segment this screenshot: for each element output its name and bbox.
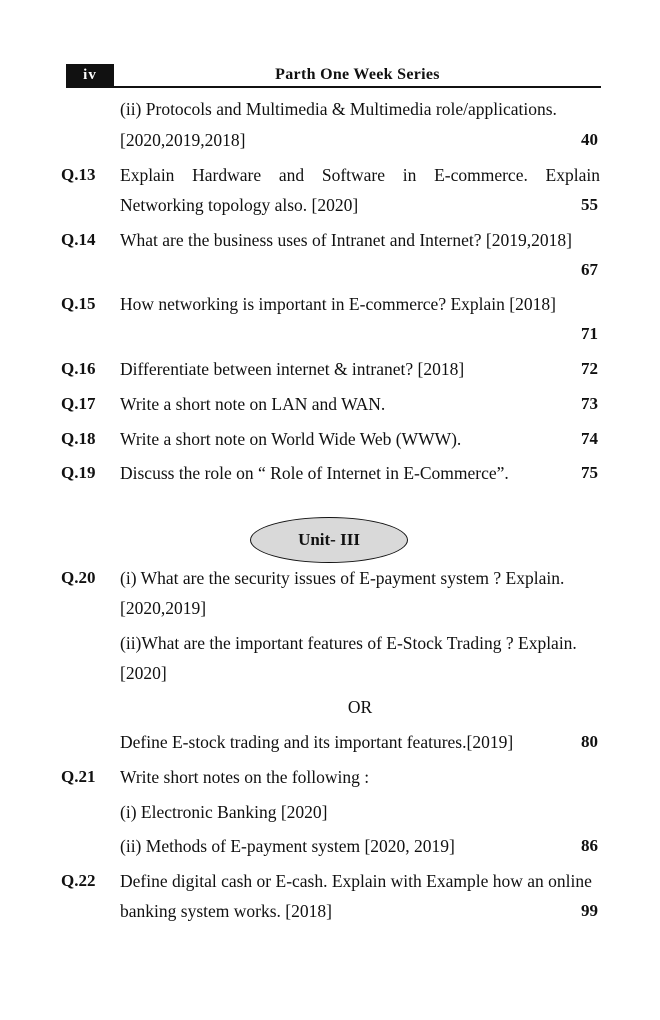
toc-entry-line [0, 898, 660, 924]
toc-entry-line [0, 127, 660, 153]
entry-text: Explain Hardware and Software in E-commerce. Explain [120, 165, 600, 185]
toc-entry-line [0, 96, 660, 122]
toc-entry-line [0, 868, 660, 894]
toc-entry-line [0, 799, 660, 825]
question-number: Q.18 [61, 429, 96, 448]
toc-entry-line [0, 162, 660, 188]
entry-text: Write short notes on the following : [120, 767, 370, 787]
page-ref: 73 [581, 394, 598, 413]
question-number: Q.13 [61, 165, 96, 184]
question-number: Q.19 [61, 463, 96, 482]
entry-text: Networking topology also. [2020] [120, 195, 359, 215]
entry-text: Discuss the role on “ Role of Internet in E-Commerce”. [120, 463, 509, 483]
entry-text: [2020,2019] [120, 598, 207, 618]
page-ref: 55 [581, 195, 598, 214]
page-ref: 80 [581, 732, 598, 751]
entry-text: How networking is important in E-commerce? Explain [2018] [120, 294, 556, 314]
entry-text: Define E-stock trading and its important features.[2019] [120, 732, 514, 752]
or-separator: OR [347, 697, 373, 717]
toc-entry-line [0, 565, 660, 591]
toc-entry-line [0, 192, 660, 218]
question-number: Q.14 [61, 230, 96, 249]
question-number: Q.22 [61, 871, 96, 890]
toc-entry-line [0, 764, 660, 790]
entry-text: (i) Electronic Banking [2020] [120, 802, 328, 822]
toc-entry-line [0, 426, 660, 452]
entry-text: (ii)What are the important features of E-Stock Trading ? Explain. [120, 633, 577, 653]
entry-text: [2020,2019,2018] [120, 130, 246, 150]
toc-entry-line [0, 833, 660, 859]
toc-entry-line [0, 356, 660, 382]
toc-entry-line [0, 291, 660, 317]
entry-text: What are the business uses of Intranet and Internet? [2019,2018] [120, 230, 572, 250]
question-number: Q.16 [61, 359, 96, 378]
toc-entry-line [0, 729, 660, 755]
entry-text: Write a short note on World Wide Web (WWW). [120, 429, 462, 449]
entry-text: (ii) Methods of E-payment system [2020, 2019] [120, 836, 455, 856]
page-ref: 86 [581, 836, 598, 855]
entry-text: (ii) Protocols and Multimedia & Multimedia role/applications. [120, 99, 557, 119]
page-number-badge: iv [66, 64, 114, 86]
page-ref: 99 [581, 901, 598, 920]
page-ref: 72 [581, 359, 598, 378]
toc-entry-line [0, 694, 660, 720]
page-ref: 74 [581, 429, 598, 448]
question-number: Q.20 [61, 568, 96, 587]
toc-entry-line [0, 257, 660, 283]
entry-text: banking system works. [2018] [120, 901, 332, 921]
page-ref: 75 [581, 463, 598, 482]
toc-entry-line [0, 227, 660, 253]
toc-entry-line [0, 595, 660, 621]
toc-entry-line [0, 660, 660, 686]
entry-text: Differentiate between internet & intranet? [2018] [120, 359, 465, 379]
page-ref: 40 [581, 130, 598, 149]
unit-heading-badge: Unit- III [250, 517, 408, 563]
toc-entry-line [0, 460, 660, 486]
page-ref: 67 [581, 260, 598, 279]
question-number: Q.21 [61, 767, 96, 786]
entry-text: Write a short note on LAN and WAN. [120, 394, 386, 414]
page-header [66, 64, 601, 88]
entry-text: Define digital cash or E-cash. Explain with Example how an online [120, 871, 592, 891]
page-ref: 71 [581, 324, 598, 343]
toc-entry-line [0, 321, 660, 347]
series-title: Parth One Week Series [275, 66, 440, 83]
question-number: Q.17 [61, 394, 96, 413]
question-number: Q.15 [61, 294, 96, 313]
entry-text: [2020] [120, 663, 167, 683]
toc-entry-line [0, 391, 660, 417]
toc-entry-line [0, 630, 660, 656]
entry-text: (i) What are the security issues of E-payment system ? Explain. [120, 568, 565, 588]
